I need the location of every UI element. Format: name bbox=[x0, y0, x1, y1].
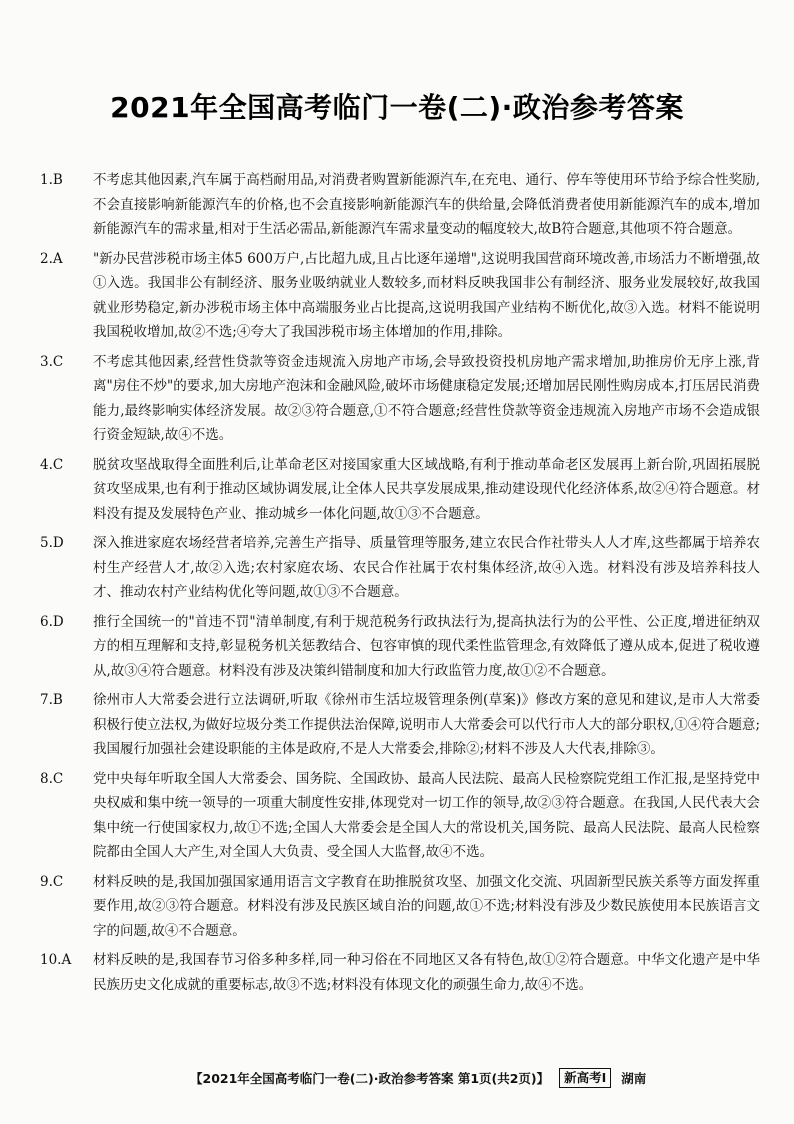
answer-number: 10.A bbox=[40, 952, 72, 968]
answer-number: 2.A bbox=[40, 250, 63, 267]
answer-item bbox=[40, 168, 760, 242]
page-footer bbox=[190, 1068, 646, 1088]
answer-item bbox=[40, 610, 760, 684]
answer-number: 1.B bbox=[40, 172, 63, 188]
page-title: 2021年全国高考临门一卷(二)·政治参考答案 bbox=[110, 91, 684, 124]
region-label: 湖南 bbox=[621, 1071, 647, 1086]
answer-number: 8.C bbox=[40, 770, 64, 787]
footer-text: 【2021年全国高考临门一卷(二)·政治参考答案 第1页(共2页)】 bbox=[190, 1071, 550, 1086]
answer-item bbox=[40, 247, 760, 345]
answer-item bbox=[40, 350, 760, 448]
answer-item bbox=[40, 531, 760, 605]
answer-item bbox=[40, 688, 760, 762]
answer-explanation: "新办民营涉税市场主体5 600万户,占比超九成,且占比逐年递增",这说明我国营商环境改善,市场活力不断增强,故①入选。我国非公有制经济、服务业吸纳就业人数较多,而材料反映我国非公有制经济、服务业发展较好,故我国就业形势稳定,新办涉税市场主体中高端服务业占比提高,这说明我国产业结构不断优化,故③入选。材料不能说明我国税收增加,故②不选;④夸大了我国涉税市场主体增加的作用,排除。 bbox=[93, 250, 760, 340]
answer-item bbox=[40, 767, 760, 865]
answer-item bbox=[40, 870, 760, 944]
answer-explanation: 徐州市人大常委会进行立法调研,听取《徐州市生活垃圾管理条例(草案)》修改方案的意见和建议,是市人大常委积极行使立法权,为做好垃圾分类工作提供法治保障,说明市人大常委会可以代行市人大的部分职权,①④符合题意;我国履行加强社会建设职能的主体是政府,不是人大常委会,排除②;材料不涉及人大代表,排除③。 bbox=[93, 692, 760, 757]
answer-explanation: 不考虑其他因素,经营性贷款等资金违规流入房地产市场,会导致投资投机房地产需求增加,助推房价无序上涨,背离"房住不炒"的要求,加大房地产泡沫和金融风险,破坏市场健康稳定发展;还增加居民刚性购房成本,打压居民消费能力,最终影响实体经济发展。故②③符合题意,①不符合题意;经营性贷款等资金违规流入房地产市场不会造成银行资金短缺,故④不选。 bbox=[93, 353, 760, 443]
answer-item bbox=[40, 453, 760, 527]
answer-explanation: 脱贫攻坚战取得全面胜利后,让革命老区对接国家重大区域战略,有利于推动革命老区发展再上新台阶,巩固拓展脱贫攻坚成果,也有利于推动区域协调发展,让全体人民共享发展成果,推动建设现代化经济体系,故②④符合题意。材料没有提及发展特色产业、推动城乡一体化问题,故①③不合题意。 bbox=[93, 456, 760, 522]
answer-list bbox=[40, 168, 760, 1002]
answer-item bbox=[40, 948, 760, 997]
answer-explanation: 不考虑其他因素,汽车属于高档耐用品,对消费者购置新能源汽车,在充电、通行、停车等使用环节给予综合性奖励,不会直接影响新能源汽车的价格,也不会直接影响新能源汽车的供给量,会降低消费者使用新能源汽车的成本,增加新能源汽车的需求量,相对于生活必需品,新能源汽车需求量变动的幅度较大,故B符合题意,其他项不符合题意。 bbox=[93, 172, 760, 237]
answer-explanation: 党中央每年听取全国人大常委会、国务院、全国政协、最高人民法院、最高人民检察院党组工作汇报,是坚持党中央权威和集中统一领导的一项重大制度性安排,体现党对一切工作的领导,故②③符合题意。在我国,人民代表大会集中统一行使国家权力,故①不选;全国人大常委会是全国人大的常设机关,国务院、最高人民法院、最高人民检察院都由全国人大产生,对全国人大负责、受全国人大监督,故④不选。 bbox=[93, 770, 760, 860]
answer-number: 3.C bbox=[40, 353, 64, 370]
answer-number: 4.C bbox=[40, 456, 64, 473]
answer-explanation: 深入推进家庭农场经营者培养,完善生产指导、质量管理等服务,建立农民合作社带头人人才库,这些都属于培养农村生产经营人才,故②入选;农村家庭农场、农民合作社属于农村集体经济,故④入选。材料没有涉及培养科技人才、推动农村产业结构优化等问题,故①③不合题意。 bbox=[93, 535, 760, 600]
answer-number: 9.C bbox=[40, 873, 64, 890]
answer-number: 6.D bbox=[40, 613, 64, 630]
exam-badge: 新高考Ⅰ bbox=[559, 1068, 611, 1088]
answer-explanation: 推行全国统一的"首违不罚"清单制度,有利于规范税务行政执法行为,提高执法行为的公平性、公正度,增进征纳双方的相互理解和支持,彰显税务机关惩教结合、包容审慎的现代柔性监管理念,有效降低了遵从成本,促进了税收遵从,故③④符合题意。材料没有涉及决策纠错制度和加大行政监管力度,故①②不合题意。 bbox=[93, 613, 760, 679]
answer-explanation: 材料反映的是,我国春节习俗多种多样,同一种习俗在不同地区又各有特色,故①②符合题意。中华文化遗产是中华民族历史文化成就的重要标志,故③不选;材料没有体现文化的顽强生命力,故④不选。 bbox=[93, 952, 760, 993]
answer-number: 7.B bbox=[40, 692, 63, 708]
answer-explanation: 材料反映的是,我国加强国家通用语言文字教育在助推脱贫攻坚、加强文化交流、巩固新型民族关系等方面发挥重要作用,故②③符合题意。材料没有涉及民族区域自治的问题,故①不选;材料没有涉及少数民族使用本民族语言文字的问题,故④不合题意。 bbox=[93, 873, 760, 939]
answer-number: 5.D bbox=[40, 535, 64, 551]
